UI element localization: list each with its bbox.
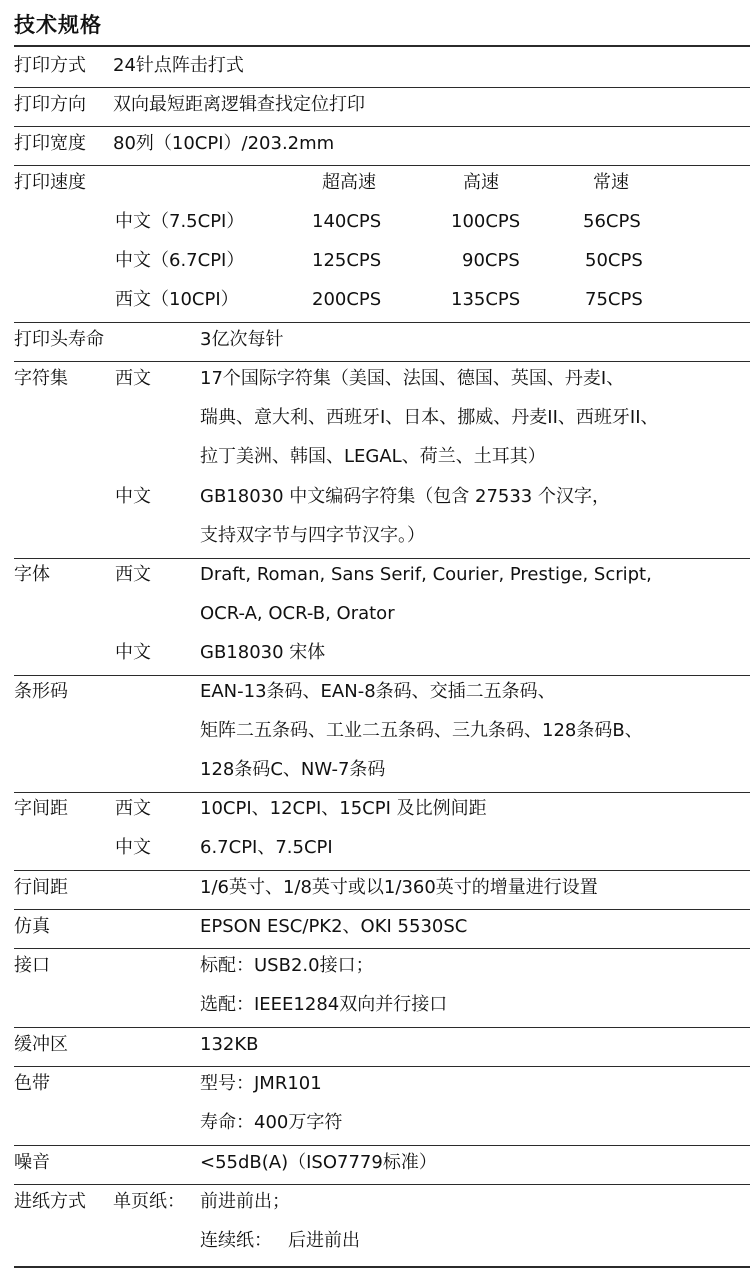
speed-row-value: 90CPS: [462, 250, 520, 271]
print-width-label: 打印宽度: [14, 133, 86, 154]
char-spacing-chinese-value: 6.7CPI、7.5CPI: [200, 837, 333, 858]
fonts-western-line: OCR-A, OCR-B, Orator: [200, 603, 395, 624]
page-title: 技术规格: [14, 13, 102, 37]
interface-label: 接口: [14, 955, 50, 976]
print-method-value: 24针点阵击打式: [113, 55, 244, 76]
divider: [14, 909, 750, 910]
paper-feed-continuous-value: 后进前出: [288, 1230, 360, 1251]
fonts-chinese-label: 中文: [115, 642, 151, 663]
divider: [14, 1266, 750, 1268]
barcode-line: 矩阵二五条码、工业二五条码、三九条码、128条码B、: [200, 720, 643, 741]
noise-label: 噪音: [14, 1152, 50, 1173]
head-life-value: 3亿次每针: [200, 329, 284, 350]
noise-value: <55dB(A)（ISO7779标准）: [200, 1152, 437, 1173]
speed-header-ultra: 超高速: [322, 172, 376, 193]
speed-row-value: 200CPS: [312, 289, 382, 310]
buffer-value: 132KB: [200, 1034, 259, 1055]
speed-row-mode: 中文（7.5CPI）: [115, 211, 245, 232]
divider: [14, 45, 750, 47]
speed-row-mode: 中文（6.7CPI）: [115, 250, 245, 271]
ribbon-label: 色带: [14, 1073, 50, 1094]
print-method-label: 打印方式: [14, 55, 86, 76]
divider: [14, 1066, 750, 1067]
ribbon-line: 型号：JMR101: [200, 1073, 322, 1094]
charset-chinese-label: 中文: [115, 486, 151, 507]
interface-line: 选配：IEEE1284双向并行接口: [200, 994, 448, 1015]
line-spacing-label: 行间距: [14, 877, 68, 898]
print-direction-value: 双向最短距离逻辑查找定位打印: [113, 94, 365, 115]
divider: [14, 126, 750, 127]
ribbon-line: 寿命：400万字符: [200, 1112, 343, 1133]
charset-western-line: 瑞典、意大利、西班牙I、日本、挪威、丹麦II、西班牙II、: [200, 407, 659, 428]
fonts-western-line: Draft, Roman, Sans Serif, Courier, Prestige, Script,: [200, 564, 652, 585]
divider: [14, 948, 750, 949]
charset-western-label: 西文: [115, 368, 151, 389]
speed-row-mode: 西文（10CPI）: [115, 289, 239, 310]
speed-row-value: 135CPS: [451, 289, 521, 310]
divider: [14, 322, 750, 323]
divider: [14, 1027, 750, 1028]
speed-row-value: 56CPS: [583, 211, 641, 232]
interface-line: 标配：USB2.0接口；: [200, 955, 374, 976]
char-spacing-western-value: 10CPI、12CPI、15CPI 及比例间距: [200, 798, 487, 819]
divider: [14, 87, 750, 88]
head-life-label: 打印头寿命: [14, 329, 104, 350]
fonts-western-label: 西文: [115, 564, 151, 585]
charset-label: 字符集: [14, 368, 68, 389]
paper-feed-single-value: 前进前出；: [200, 1191, 290, 1212]
speed-row-value: 75CPS: [585, 289, 643, 310]
charset-western-line: 拉丁美洲、韩国、LEGAL、荷兰、土耳其）: [200, 446, 546, 467]
fonts-label: 字体: [14, 564, 50, 585]
char-spacing-chinese-label: 中文: [115, 837, 151, 858]
divider: [14, 1145, 750, 1146]
line-spacing-value: 1/6英寸、1/8英寸或以1/360英寸的增量进行设置: [200, 877, 598, 898]
speed-row-value: 125CPS: [312, 250, 382, 271]
speed-row-value: 50CPS: [585, 250, 643, 271]
print-direction-label: 打印方向: [14, 94, 86, 115]
divider: [14, 165, 750, 166]
char-spacing-western-label: 西文: [115, 798, 151, 819]
speed-header-normal: 常速: [593, 172, 629, 193]
divider: [14, 361, 750, 362]
paper-feed-continuous-label: 连续纸：: [200, 1230, 272, 1251]
divider: [14, 675, 750, 676]
charset-chinese-line: 支持双字节与四字节汉字。）: [200, 525, 425, 546]
fonts-chinese-value: GB18030 宋体: [200, 642, 326, 663]
charset-chinese-line: GB18030 中文编码字符集（包含 27533 个汉字，: [200, 486, 610, 507]
charset-western-line: 17个国际字符集（美国、法国、德国、英国、丹麦I、: [200, 368, 625, 389]
emulation-value: EPSON ESC/PK2、OKI 5530SC: [200, 916, 468, 937]
divider: [14, 558, 750, 559]
paper-feed-single-label: 单页纸：: [113, 1191, 185, 1212]
print-width-value: 80列（10CPI）/203.2mm: [113, 133, 335, 154]
speed-row-value: 100CPS: [451, 211, 521, 232]
divider: [14, 1184, 750, 1185]
divider: [14, 792, 750, 793]
buffer-label: 缓冲区: [14, 1034, 68, 1055]
paper-feed-label: 进纸方式: [14, 1191, 86, 1212]
speed-header-high: 高速: [463, 172, 499, 193]
barcode-label: 条形码: [14, 681, 68, 702]
char-spacing-label: 字间距: [14, 798, 68, 819]
divider: [14, 870, 750, 871]
emulation-label: 仿真: [14, 916, 50, 937]
speed-row-value: 140CPS: [312, 211, 382, 232]
print-speed-label: 打印速度: [14, 172, 86, 193]
barcode-line: EAN-13条码、EAN-8条码、交插二五条码、: [200, 681, 556, 702]
barcode-line: 128条码C、NW-7条码: [200, 759, 386, 780]
